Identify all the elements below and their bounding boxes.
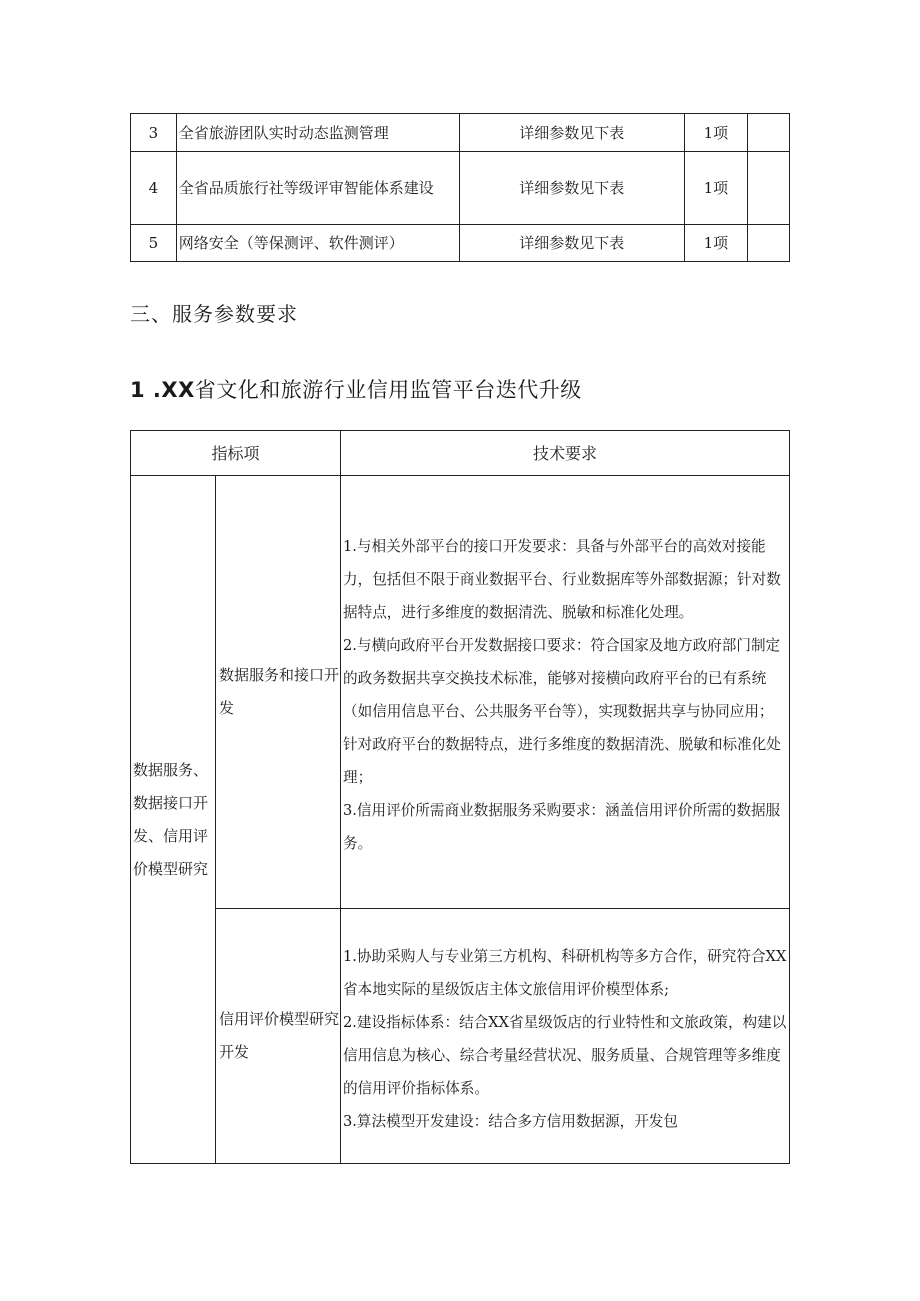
- category-cell: 数据服务、数据接口开发、信用评价模型研究: [131, 476, 216, 1164]
- blank-cell: [748, 152, 790, 225]
- item-param: 详细参数见下表: [460, 152, 685, 225]
- table-row: [131, 909, 790, 1164]
- table-row: [131, 114, 790, 152]
- requirements-cell: [341, 476, 790, 909]
- table-header-row: [131, 431, 790, 476]
- requirement-text: 2.与横向政府平台开发数据接口要求：符合国家及地方政府部门制定的政务数据共享交换技术标准，能够对接横向政府平台的已有系统（如信用信息平台、公共服务平台等），实现数据共享与协同应用；针对政府平台的数据特点，进行多维度的数据清洗、脱敏和标准化处理；: [343, 637, 781, 786]
- summary-table: [130, 113, 790, 262]
- item-param: 详细参数见下表: [460, 114, 685, 152]
- item-name: 全省旅游团队实时动态监测管理: [176, 114, 459, 152]
- item-qty: 1项: [684, 114, 748, 152]
- requirement-text: 3.算法模型开发建设：结合多方信用数据源，开发包: [343, 1113, 678, 1130]
- item-name-cell: 数据服务和接口开发: [216, 476, 341, 909]
- sub-heading-number: 1 .XX: [130, 378, 195, 402]
- table-row: [131, 225, 790, 262]
- header-index: 指标项: [131, 431, 341, 476]
- requirements-cell: [341, 909, 790, 1164]
- requirement-text: 1.与相关外部平台的接口开发要求：具备与外部平台的高效对接能力，包括但不限于商业数据平台、行业数据库等外部数据源；针对数据特点，进行多维度的数据清洗、脱敏和标准化处理。: [343, 538, 781, 621]
- requirement-text: 3.信用评价所需商业数据服务采购要求：涵盖信用评价所需的数据服务。: [343, 802, 781, 852]
- row-number: 3: [131, 114, 177, 152]
- table-row: [131, 152, 790, 225]
- blank-cell: [748, 114, 790, 152]
- row-number: 4: [131, 152, 177, 225]
- sub-heading-title: 省文化和旅游行业信用监管平台迭代升级: [194, 378, 582, 402]
- spec-table: [130, 430, 790, 1164]
- item-param: 详细参数见下表: [460, 225, 685, 262]
- item-qty: 1项: [684, 152, 748, 225]
- section-heading: 三、服务参数要求: [130, 302, 298, 326]
- item-name-cell: 信用评价模型研究开发: [216, 909, 341, 1164]
- item-name: 网络安全（等保测评、软件测评）: [176, 225, 459, 262]
- blank-cell: [748, 225, 790, 262]
- table-row: [131, 476, 790, 909]
- sub-heading: [130, 374, 582, 404]
- requirement-text: 1.协助采购人与专业第三方机构、科研机构等多方合作，研究符合XX省本地实际的星级饭店主体文旅信用评价模型体系;: [343, 948, 787, 998]
- item-name: 全省品质旅行社等级评审智能体系建设: [176, 152, 459, 225]
- item-qty: 1项: [684, 225, 748, 262]
- requirement-text: 2.建设指标体系：结合XX省星级饭店的行业特性和文旅政策，构建以信用信息为核心、综合考量经营状况、服务质量、合规管理等多维度的信用评价指标体系。: [343, 1014, 787, 1097]
- row-number: 5: [131, 225, 177, 262]
- header-tech: 技术要求: [341, 431, 790, 476]
